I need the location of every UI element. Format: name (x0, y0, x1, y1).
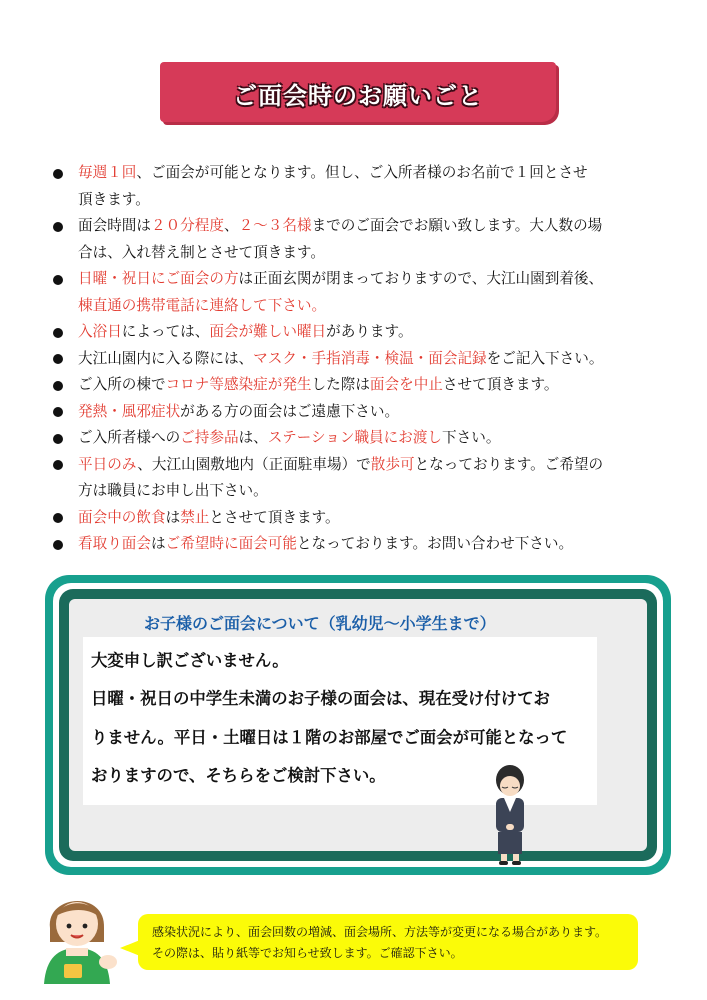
rule-text: は (150, 535, 166, 552)
rule-text: とさせて頂きます。 (209, 508, 340, 526)
page-title: ご面会時のお願いごと (233, 82, 483, 110)
rule-highlight: 面会を中止 (369, 376, 443, 393)
rule-highlight: マスク・手指消毒・検温・面会記録 (253, 349, 487, 367)
rule-text: 下さい。 (442, 429, 501, 446)
rule-item (50, 266, 672, 319)
children-notice-line: 大変申し訳ございません。 (91, 651, 289, 670)
rule-text: がある方の面会はご遠慮下さい。 (180, 402, 400, 420)
rules-list (50, 160, 672, 558)
rule-item (50, 531, 672, 558)
notice-line: その際は、貼り紙等でお知らせ致します。ご確認下さい。 (152, 946, 463, 960)
rule-item (50, 319, 672, 346)
bullet-icon (53, 460, 63, 470)
notice-line: 感染状況により、面会回数の増減、面会場所、方法等が変更になる場合があります。 (152, 925, 608, 939)
rule-text: によっては、 (121, 323, 210, 340)
rule-highlight: ２～３名様 (238, 217, 312, 234)
rule-text: となっております。お問い合わせ下さい。 (296, 535, 574, 552)
children-notice-heading: お子様のご面会について（乳幼児～小学生まで） (144, 614, 496, 633)
rule-highlight: 棟直通の携帯電話に連絡して下さい。 (78, 296, 327, 314)
rule-highlight: 面会中の飲食 (78, 508, 166, 526)
rule-text: は正面玄関が閉まっておりますので、大江山園到着後、 (238, 270, 604, 287)
rule-item (50, 346, 672, 373)
bullet-icon (53, 513, 63, 523)
bowing-staff-illustration (480, 760, 540, 868)
rule-highlight: ２０分程度 (150, 217, 224, 234)
rule-item (50, 399, 672, 426)
bullet-icon (53, 222, 63, 232)
rule-text: 面会時間は (78, 217, 151, 234)
rule-highlight: 発熱・風邪症状 (78, 402, 181, 420)
children-notice-frame (45, 575, 671, 875)
rule-item (50, 425, 672, 452)
rule-text: があります。 (326, 323, 413, 340)
title-banner (160, 62, 556, 122)
rule-text: させて頂きます。 (442, 376, 559, 393)
rule-item (50, 213, 672, 266)
rule-text: は (165, 508, 181, 526)
rule-text: までのご面会でお願い致します。大人数の場 (311, 217, 603, 234)
bullet-icon (53, 328, 63, 338)
rule-highlight: 日曜・祝日にご面会の方 (78, 270, 239, 287)
rule-text: は、 (238, 429, 268, 446)
rule-text: 合は、入れ替え制とさせて頂きます。 (78, 243, 325, 261)
children-notice-panel (69, 599, 647, 851)
children-notice-line: おりますので、そちらをご検討下さい。 (91, 766, 386, 785)
rule-text: となっております。ご希望の (414, 455, 604, 473)
notice-bubble-tail (120, 940, 140, 956)
rule-highlight: 平日のみ (78, 455, 138, 473)
rule-highlight: 看取り面会 (78, 535, 151, 552)
rule-highlight: 散歩可 (370, 455, 415, 473)
rule-text: した際は (311, 376, 370, 393)
rule-item (50, 160, 672, 213)
rule-item (50, 372, 672, 399)
bullet-icon (53, 275, 63, 285)
bullet-icon (53, 169, 63, 179)
rule-item (50, 505, 672, 532)
bullet-icon (53, 381, 63, 391)
children-notice-line: 日曜・祝日の中学生未満のお子様の面会は、現在受け付けてお (91, 689, 550, 708)
rule-text: 方は職員にお申し出下さい。 (78, 482, 268, 499)
rule-text: ご入所の棟で (78, 376, 166, 393)
rule-highlight: コロナ等感染症が発生 (165, 376, 312, 393)
rule-highlight: 入浴日 (78, 323, 122, 340)
nurse-illustration (36, 884, 128, 984)
rule-text: 、大江山園敷地内（正面駐車場）で (137, 455, 371, 473)
bullet-icon (53, 434, 63, 444)
rule-text: をご記入下さい。 (486, 349, 604, 367)
rule-item (50, 452, 672, 505)
rule-text: ご入所者様への (78, 429, 181, 446)
rule-text: 頂きます。 (78, 190, 150, 208)
rule-highlight: ご持参品 (180, 429, 239, 446)
rule-highlight: ステーション職員にお渡し (267, 429, 443, 446)
rule-text: 、 (223, 217, 239, 234)
bullet-icon (53, 540, 63, 550)
rule-highlight: 面会が難しい曜日 (209, 323, 327, 340)
rule-text: 大江山園内に入る際には、 (78, 349, 254, 367)
bullet-icon (53, 407, 63, 417)
rule-highlight: 毎週１回 (78, 164, 137, 181)
children-notice-line: りません。平日・土曜日は１階のお部屋でご面会が可能となって (91, 728, 568, 747)
rule-highlight: 禁止 (180, 508, 210, 526)
notice-bubble (138, 914, 638, 970)
rule-highlight: ご希望時に面会可能 (165, 535, 297, 552)
bullet-icon (53, 354, 63, 364)
rule-text: 、ご面会が可能となります。但し、ご入所者様のお名前で１回とさせ (136, 164, 588, 181)
